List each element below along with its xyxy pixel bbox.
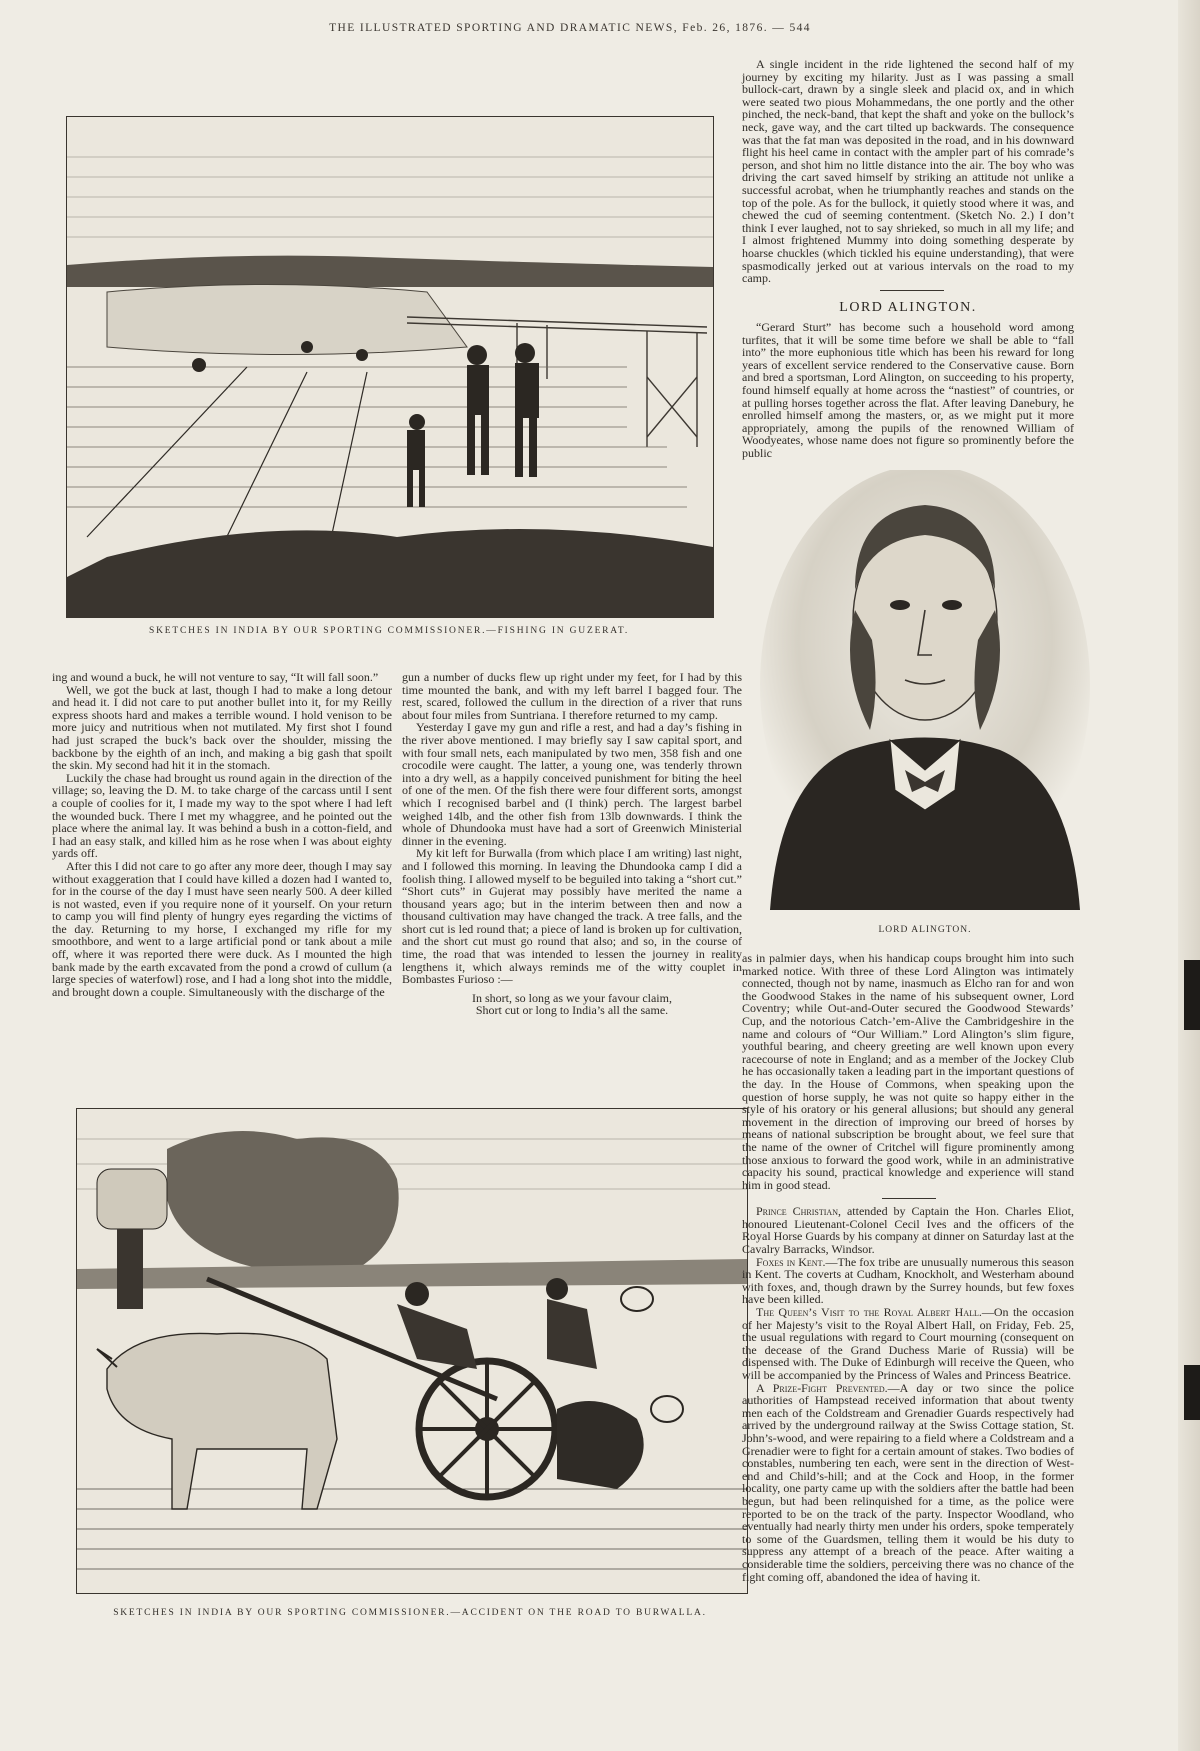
portrait-lord-alington [760,470,1090,910]
paragraph: My kit left for Burwalla (from which place I am writing) last night, and I followed this morning. In leaving the Dhundooka camp I did a foolish thing. I allowed myself to be beguiled into taking a “short cut.” “Short cuts” in Gujerat may possibly have merited the name a thousand years ago; but in the interim between then and now a thousand cultivation may have changed the track. A tree falls, and the short cut is led round that; a piece of land is broken up for cultivation, and the short cut must go round that also; and so, in the course of time, the road that was intended to lessen the journey in reality lengthens it, which always reminds me of the witty couplet in Bombastes Furioso :— [402,846,742,987]
paragraph: as in palmier days, when his handicap coups brought him into such marked notice. With three of these Lord Alington was intimately connected, though not by name, inasmuch as Elcho ran for and won the Goodwood Stakes in the name of his subsequent owner, Lord Coventry; while Out-and-Outer secured the Goodwood Stewards’ Cup, and the notorious Catch-’em-Alive the Cambridgeshire in the name and colours of “Our William.” Lord Alington’s slim figure, youthful bearing, and cheery greeting are well known upon every racecourse of note in England; and as a member of the Jockey Club he has occasionally taken a leading part in the important questions of the day. In the House of Commons, when speaking upon the question of horse supply, he was not quite so happy either in the style of his oratory or his general allusions; but should any general movement in the direction of improving our breed of horses by means of national subscription be brought about, we feel sure that the name of the owner of Critchel will figure prominently among those anxious to forward the good work, while in an administrative capacity his sound, practical knowledge and experience will stand him in good stead. [742,951,1074,1192]
section-rule [880,290,944,291]
portrait-engraving [760,470,1090,910]
engraving-accident-on-road [76,1108,748,1594]
news-item-body: —On the occasion of her Majesty’s visit to the Royal Albert Hall, on Friday, Feb. 25, the usual regulations with regard to Court mourning (consequent on the decease of the Grand Duchess Marie of Russia) will be dispensed with. The Duke of Edinburgh will receive the Queen, who will be accompanied by the Princess of Wales and Princess Beatrice. [742,1305,1074,1382]
news-item [742,1205,1074,1255]
news-item-body: attended by Captain the Hon. Charles Eliot, honoured Lieutenant-Colonel Cecil Ives and the officers of the Royal Horse Guards by his company at dinner on Saturday last at the Cavalry Barracks, Windsor. [742,1204,1075,1257]
news-item [742,1382,1074,1584]
article-lord-alington-intro [742,321,1074,460]
page-edge [1178,0,1200,1751]
fishing-scene-illustration [67,117,713,617]
engraving-fishing-in-guzerat [66,116,714,618]
news-item-heading: Prince Christian, [756,1204,841,1219]
paragraph: Well, we got the buck at last, though I had to make a long detour and head it. I did not care to put another bullet into it, for my Reilly express shoots hard and makes a terrible wound. I hold venison to be more juicy and nutritious when not mutilated. My first shot I found had just scraped the buck’s back over the shoulder, missing the backbone by the eighth of an inch, and making a big gash that spoilt the skin. My second had hit it in the stomach. [52,682,392,773]
news-item [742,1306,1074,1382]
section-title-lord-alington: LORD ALINGTON. [839,300,977,315]
binding-mark [1184,960,1200,1030]
verse-line: Short cut or long to India’s all the same. [475,1003,669,1018]
article-column-left [52,671,392,998]
paragraph: After this I did not care to go after any more deer, though I may say without exaggeration that I could have killed a dozen had I wanted to, for in the course of the day I must have seen nearly 500. A deer killed is not wasted, even if you require none of it yourself. On your return to camp you will find plenty of hungry eyes regarding the victims of the day. Returning to my horse, I exchanged my rifle for my smoothbore, and went to a large artificial pond or tank about a mile off, where it was reported there were duck. As I mounted the high bank made by the earth excavated from the pond a crowd of cullum (a large species of waterfowl) rose, and I had a long shot into the middle, and brought down a couple. Simultaneously with the discharge of the [52,858,392,999]
paragraph: Yesterday I gave my gun and rifle a rest, and had a day’s fishing in the river above mentioned. I may briefly say I saw capital sport, and with four small nets, each manipulated by two men, 358 fish and one crocodile were caught. The latter, a young one, was tenderly thrown into a dry well, as a happily conceived punishment for biting the heel of one of the men. Of the fish there were four different sorts, amongst which I recognised barbel and (I think) perch. The largest barbel weighed 14lb, and the other fish from 13lb downwards. I think the whole of Dhundooka must have had a sort of Greenwich Ministerial dinner in the evening. [402,720,742,848]
article-column-right-bottom [742,952,1074,1583]
news-item-body: —The fox tribe are unusually numerous this season in Kent. The coverts at Cudham, Knockholt, and Westerham abound with foxes, and, though drawn by the Surrey hounds, but few foxes have been killed. [742,1254,1074,1307]
paragraph: ing and wound a buck, he will not venture to say, “It will fall soon.” [52,670,379,684]
binding-mark [1184,1365,1200,1420]
accident-scene-illustration [77,1109,747,1593]
article-column-middle [402,671,742,1017]
news-item-heading: The Queen’s Visit to the Royal Albert Hall. [756,1305,982,1320]
paragraph: Luckily the chase had brought us round again in the direction of the village; so, leaving the D. M. to take charge of the carcass until I sent a couple of coolies for it, I made my way to the spot where I had left the wounded buck. There I met my whaggree, and he pointed out the place where the animal lay. It was behind a bush in a cotton-field, and I had an easy stalk, and killed him as he rose when I was about eighty yards off. [52,770,392,861]
news-item [742,1256,1074,1306]
paragraph: A single incident in the ride lightened the second half of my journey by exciting my hilarity. Just as I was passing a small bullock-cart, drawn by a single sleek and placid ox, and in which were seated two pious Mohammedans, the one portly and the other pinched, the neck-band, that kept the shaft and yoke on the bullock’s neck, gave way, and the cart tilted up backwards. The consequence was that the fat man was deposited in the road, and in his downward flight his heel came in contact with the ampler part of his comrade’s person, and shot him no little distance into the air. The boy who was driving the cart saved himself by striking an attitude not unlike a successful acrobat, when he triumphantly reaches and stands on the top of the pole. As for the bullock, it quietly stood where it was, and chewed the cud of seeming contentment. (Sketch No. 2.) I don’t think I ever laughed, not to say shrieked, so much in all my life; and I almost frightened Mummy into doing something desperate by hoarse chuckles (which tickled his equine understanding), that were spasmodically jerked out at various intervals on the road to my camp. [742,57,1074,286]
plate1-caption: SKETCHES IN INDIA BY OUR SPORTING COMMISSIONER.—FISHING IN GUZERAT. [149,626,629,636]
section-rule [882,1198,936,1199]
portrait-caption: LORD ALINGTON. [878,925,972,935]
news-item-heading: Foxes in Kent. [756,1254,826,1269]
paragraph: “Gerard Sturt” has become such a household word among turfites, that it will be some time before we shall be able to “fall into” the more euphonious title which has been his reward for long years of excellent service rendered to the Conservative cause. Born and bred a sportsman, Lord Alington, on succeeding to his property, found himself equally at home across the “nastiest” of countries, or at pulling horses together across the flat. After leaving Danebury, he enrolled himself among the masters, or, as we might put it more appropriately, among the pupils of the renowned William of Woodyeates, whose name does not figure so prominently before the public [742,320,1074,460]
plate2-caption: SKETCHES IN INDIA BY OUR SPORTING COMMISSIONER.—ACCIDENT ON THE ROAD TO BURWALLA. [113,1608,707,1618]
paragraph: gun a number of ducks flew up right under my feet, for I had by this time mounted the bank, and with my left barrel I bagged four. The rest, scared, followed the cullum in the direction of a river that runs about four miles from Suntriana. I therefore returned to my camp. [402,670,742,722]
news-item-heading: A Prize-Fight Prevented. [756,1380,888,1395]
running-head: THE ILLUSTRATED SPORTING AND DRAMATIC NEWS, Feb. 26, 1876. — 544 [329,22,811,34]
news-item-body: —A day or two since the police authorities of Hampstead received information that about twenty men each of the Coldstream and Grenadier Guards respectively had arrived by the underground railway at the Swiss Cottage station, St. John’s-wood, and were repairing to a field where a Coldstream and a Grenadier were to fight for a certain amount of stakes. Two bodies of constables, numbering ten each, were sent in the direction of West-end and Child’s-hill; and at the Cock and Hoop, in the former locality, one party came up with the soldiers after the battle had been begun, but had been relinquished for a time, as the police were reported to be on the track of the party. Inspector Woodland, who eventually had nearly thirty men under his orders, spoke temperately to some of the Guardsmen, telling them it would be his duty to suppress any attempt of a breach of the peace. After waiting a considerable time the soldiers, perceiving there was no chance of the fight coming off, abandoned the idea of having it. [742,1380,1074,1584]
article-column-right-top [742,58,1074,285]
verse-line: In short, so long as we your favour claim, [472,990,672,1005]
